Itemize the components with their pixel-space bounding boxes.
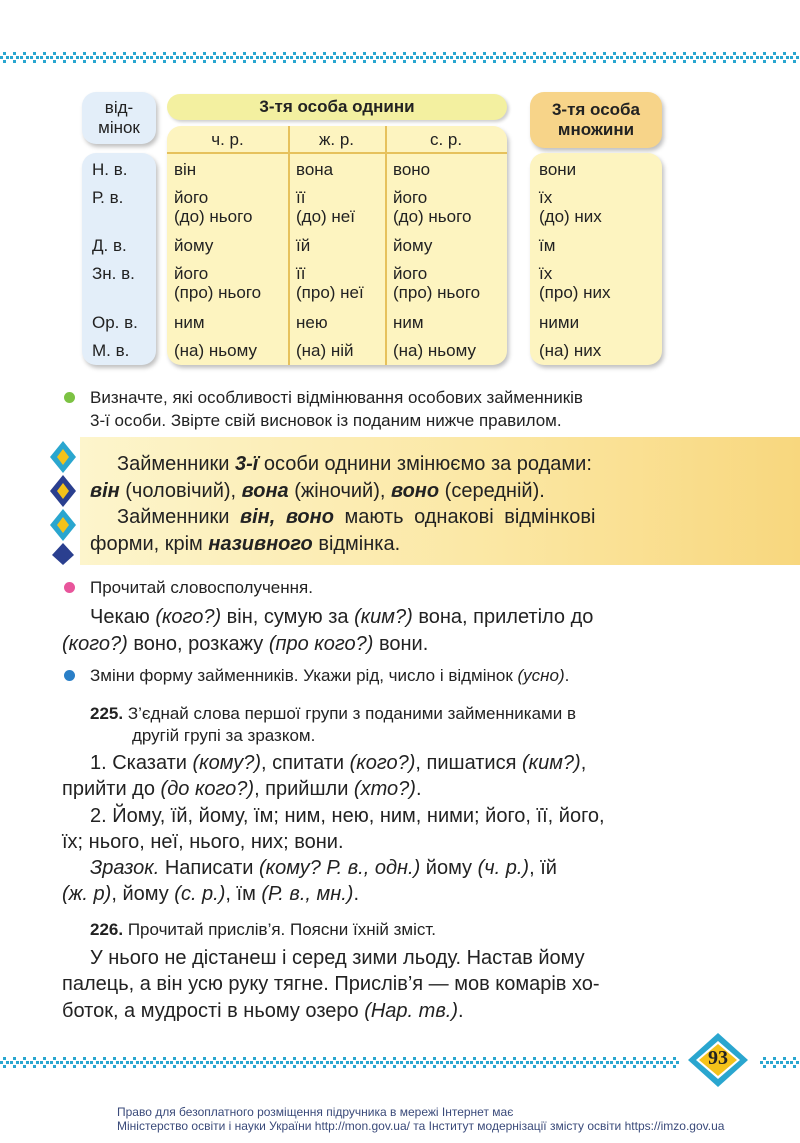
pink-bullet-icon (64, 582, 75, 593)
blue-bullet-icon (64, 670, 75, 681)
page-number: 93 (708, 1047, 728, 1069)
rule-line: форми, крім називного відмінка. (90, 533, 401, 555)
column-divider (385, 126, 387, 365)
neut-cell: ним (393, 313, 424, 332)
exercise-226-instruction: 226. Прочитай прислів’я. Поясни їхній зміст. (90, 920, 436, 939)
exercise-225-instruction: 225. З’єднай слова першої групи з поданими займенниками в (90, 704, 576, 723)
fem-cell: (на) ній (296, 341, 354, 360)
masc-cell: йому (174, 236, 214, 255)
exercise-225-instruction: другій групі за зразком. (132, 726, 316, 745)
gender-header-fem: ж. р. (319, 130, 354, 149)
fem-cell: її (до) неї (296, 188, 355, 226)
case-label: Р. в. (92, 188, 124, 207)
plural-body (530, 153, 662, 365)
phrase-line: Чекаю (кого?) він, сумую за (ким?) вона, прилетіло до (90, 606, 594, 628)
footer-line: Право для безоплатного розміщення підручника в мережі Інтернет має (117, 1105, 514, 1119)
fem-cell: вона (296, 160, 334, 179)
gender-header-neut: с. р. (429, 130, 463, 149)
plural-cell: (на) них (539, 341, 602, 360)
gender-header-masc: ч. р. (211, 130, 244, 149)
neut-cell: (на) ньому (393, 341, 476, 360)
proverb-line: боток, а мудрості в ньому озеро (Нар. тв.). (62, 1000, 464, 1022)
plural-cell: їх (до) них (539, 188, 602, 226)
plural-cell: ними (539, 313, 580, 332)
task-text: Визначте, які особливості відмінювання особових займенників (90, 388, 583, 407)
plural-cell: їм (539, 236, 556, 255)
fem-cell: її (про) неї (296, 264, 364, 302)
case-column (82, 153, 156, 365)
exercise-line: 2. Йому, їй, йому, їм; ним, нею, ним, ними; його, її, його, (90, 805, 605, 827)
masc-cell: його (про) нього (174, 264, 262, 302)
bottom-ornament-border (0, 1057, 800, 1071)
column-divider (288, 126, 290, 365)
case-label: Н. в. (92, 160, 128, 179)
proverb-line: палець, а він усю руку тягне. Прислів’я — мов комарів хо- (62, 973, 600, 995)
task-text: 3-ї особи. Звірте свій висновок із поданим нижче правилом. (90, 411, 562, 430)
rule-line: Займенники 3-ї особи однини змінюємо за родами: (117, 453, 592, 475)
singular-title: 3-тя особа однини (167, 94, 507, 120)
case-label: Д. в. (92, 236, 127, 255)
plural-cell: вони (539, 160, 577, 179)
instruction-text: Прочитай словосполучення. (90, 578, 313, 597)
case-column-header: від- мінок (82, 92, 156, 144)
rule-line: Займенники він, воно мають однакові відмінкові (117, 506, 596, 528)
exercise-line: їх; нього, неї, нього, них; вони. (62, 831, 344, 853)
embroidery-ornament-icon (46, 437, 80, 567)
phrase-line: (кого?) воно, розкажу (про кого?) вони. (62, 633, 429, 655)
neut-cell: його (до) нього (393, 188, 472, 226)
proverb-line: У нього не дістанеш і серед зими льоду. Настав йому (90, 947, 585, 969)
fem-cell: нею (296, 313, 328, 332)
fem-cell: їй (296, 236, 311, 255)
sample-line: Зразок. Написати (кому? Р. в., одн.) йому (ч. р.), їй (90, 857, 557, 879)
neut-cell: його (про) нього (393, 264, 481, 302)
case-label: М. в. (92, 341, 130, 360)
green-bullet-icon (64, 392, 75, 403)
singular-body (167, 126, 507, 365)
neut-cell: йому (393, 236, 433, 255)
case-label: Ор. в. (92, 313, 138, 332)
plural-cell: їх (про) них (539, 264, 611, 302)
gender-header-divider (167, 152, 507, 154)
footer-line: Міністерство освіти і науки України http://mon.gov.ua/ та Інститут модернізації змісту освіти https://imzo.gov.ua (117, 1119, 725, 1133)
top-ornament-border (0, 52, 800, 66)
sample-line: (ж. р), йому (с. р.), їм (Р. в., мн.). (62, 883, 359, 905)
rule-line: він (чоловічий), вона (жіночий), воно (середній). (90, 480, 545, 502)
exercise-line: прийти до (до кого?), прийшли (хто?). (62, 778, 422, 800)
masc-cell: ним (174, 313, 205, 332)
case-label: Зн. в. (92, 264, 135, 283)
masc-cell: (на) ньому (174, 341, 257, 360)
plural-title: 3-тя особа множини (530, 92, 662, 148)
exercise-line: 1. Сказати (кому?), спитати (кого?), пишатися (ким?), (90, 752, 587, 774)
instruction-text: Зміни форму займенників. Укажи рід, число і відмінок (усно). (90, 666, 570, 685)
neut-cell: воно (393, 160, 431, 179)
masc-cell: він (174, 160, 197, 179)
masc-cell: його (до) нього (174, 188, 253, 226)
